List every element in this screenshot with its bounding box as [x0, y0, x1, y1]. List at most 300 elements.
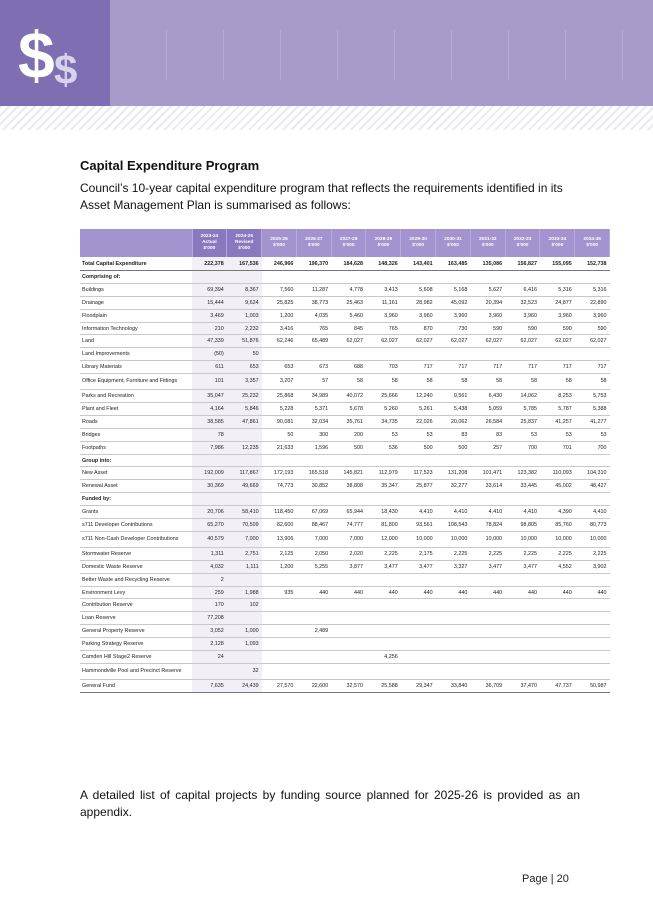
table-cell: 653	[262, 361, 297, 374]
table-cell: 49,669	[227, 480, 262, 493]
table-cell	[470, 612, 505, 625]
table-cell: 196,370	[296, 257, 331, 271]
column-header-year: 2032-33	[513, 237, 532, 242]
table-cell: 5,316	[575, 283, 610, 296]
table-cell: 30,852	[296, 480, 331, 493]
table-cell: 717	[470, 361, 505, 374]
table-group-row	[80, 271, 610, 284]
row-label: Parking Strategy Reserve	[80, 638, 192, 651]
table-cell: 4,035	[296, 309, 331, 322]
table-cell	[366, 625, 401, 638]
row-label: Loan Reserve	[80, 612, 192, 625]
table-cell	[436, 599, 471, 612]
table-cell: 10,000	[436, 531, 471, 547]
table-cell: 717	[505, 361, 540, 374]
table-cell: 590	[505, 322, 540, 335]
table-cell: 1,311	[192, 547, 227, 560]
table-cell: 688	[331, 361, 366, 374]
table-cell	[401, 625, 436, 638]
table-cell: 10,000	[470, 531, 505, 547]
table-cell: 20,706	[192, 506, 227, 519]
row-label: General Fund	[80, 679, 192, 692]
table-row	[80, 441, 610, 454]
table-cell: 62,027	[436, 335, 471, 348]
table-cell	[401, 612, 436, 625]
table-cell: 172,193	[262, 467, 297, 480]
table-total-row	[80, 257, 610, 271]
table-cell: 152,738	[575, 257, 610, 271]
table-cell: 34,989	[296, 390, 331, 403]
table-cell: 104,310	[575, 467, 610, 480]
row-label: Footpaths	[80, 441, 192, 454]
table-cell: 58	[540, 374, 575, 390]
table-cell	[192, 271, 227, 284]
table-cell: 2,225	[436, 547, 471, 560]
table-cell: 10,000	[401, 531, 436, 547]
table-cell: 7,635	[192, 679, 227, 692]
table-cell: 7,000	[331, 531, 366, 547]
table-cell: 703	[366, 361, 401, 374]
table-cell: 12,000	[366, 531, 401, 547]
table-cell: 47,861	[227, 415, 262, 428]
row-label: Floodplain	[80, 309, 192, 322]
table-cell	[540, 599, 575, 612]
table-cell: 78	[192, 428, 227, 441]
table-cell: 90,081	[262, 415, 297, 428]
table-cell	[436, 651, 471, 664]
table-cell: 32	[227, 663, 262, 679]
table-cell: (50)	[192, 348, 227, 361]
table-cell: 62,027	[470, 335, 505, 348]
table-cell: 36,709	[470, 679, 505, 692]
table-cell: 62,027	[331, 335, 366, 348]
table-row	[80, 348, 610, 361]
table-cell: 3,413	[366, 283, 401, 296]
column-header-unit: $'000	[377, 243, 390, 248]
table-cell: 3,416	[262, 322, 297, 335]
table-cell	[575, 651, 610, 664]
row-label: Hammondville Pool and Precinct Reserve	[80, 663, 192, 679]
table-row	[80, 519, 610, 532]
table-cell	[331, 663, 366, 679]
table-cell: 143,401	[401, 257, 436, 271]
logo-block	[0, 0, 110, 106]
column-header-unit: $'000	[412, 243, 425, 248]
table-cell	[505, 625, 540, 638]
table-cell	[540, 493, 575, 506]
table-cell: 50	[227, 348, 262, 361]
table-cell: 3,469	[192, 309, 227, 322]
table-cell: 870	[401, 322, 436, 335]
table-cell	[401, 493, 436, 506]
table-cell: 2,225	[505, 547, 540, 560]
table-cell	[262, 625, 297, 638]
table-cell	[262, 663, 297, 679]
table-cell: 88,467	[296, 519, 331, 532]
table-cell	[262, 271, 297, 284]
table-cell	[470, 638, 505, 651]
table-cell: 4,390	[540, 506, 575, 519]
table-cell: 730	[436, 322, 471, 335]
table-cell	[505, 454, 540, 467]
svg-text:$: $	[18, 18, 55, 92]
table-cell	[296, 573, 331, 586]
table-cell: 12,235	[227, 441, 262, 454]
table-cell: 29,347	[401, 679, 436, 692]
row-label: Group into:	[80, 454, 192, 467]
table-cell	[192, 663, 227, 679]
table-cell: 500	[331, 441, 366, 454]
table-cell	[436, 493, 471, 506]
table-cell: 102	[227, 599, 262, 612]
table-cell: 611	[192, 361, 227, 374]
table-cell	[262, 638, 297, 651]
table-cell: 1,200	[262, 309, 297, 322]
table-header-row	[80, 229, 610, 257]
table-cell: 701	[540, 441, 575, 454]
table-cell: 845	[331, 322, 366, 335]
table-cell: 117,867	[227, 467, 262, 480]
banner-stripe	[0, 106, 653, 130]
row-label: Better Waste and Recycling Reserve	[80, 573, 192, 586]
table-cell: 45,092	[436, 296, 471, 309]
table-cell: 4,410	[401, 506, 436, 519]
table-row	[80, 638, 610, 651]
table-cell	[262, 612, 297, 625]
table-cell: 717	[401, 361, 436, 374]
table-cell: 58	[470, 374, 505, 390]
table-cell: 5,753	[575, 390, 610, 403]
table-cell: 3,960	[436, 309, 471, 322]
table-cell: 6,416	[505, 283, 540, 296]
table-cell	[436, 573, 471, 586]
table-cell: 62,027	[401, 335, 436, 348]
table-cell: 257	[470, 441, 505, 454]
table-cell	[331, 573, 366, 586]
table-cell: 765	[296, 322, 331, 335]
table-cell	[540, 638, 575, 651]
column-header-year: 2034-35	[583, 237, 601, 242]
table-cell: 41,277	[575, 415, 610, 428]
table-cell	[436, 625, 471, 638]
table-cell: 3,327	[436, 560, 471, 573]
table-cell: 58	[575, 374, 610, 390]
column-header-unit: $'000	[551, 243, 564, 248]
table-cell: 22,026	[401, 415, 436, 428]
table-cell	[401, 573, 436, 586]
table-row	[80, 506, 610, 519]
table-group-row	[80, 493, 610, 506]
row-label: Domestic Waste Reserve	[80, 560, 192, 573]
table-cell: 10,000	[575, 531, 610, 547]
table-cell	[262, 573, 297, 586]
column-header-unit: $'000	[238, 246, 251, 251]
table-cell: 2,050	[296, 547, 331, 560]
table-cell	[331, 612, 366, 625]
table-cell: 78,824	[470, 519, 505, 532]
table-cell: 5,785	[505, 403, 540, 416]
table-cell	[366, 348, 401, 361]
table-cell: 24	[192, 651, 227, 664]
table-cell: 25,868	[262, 390, 297, 403]
table-cell	[540, 625, 575, 638]
table-cell: 53	[401, 428, 436, 441]
table-cell: 3,477	[366, 560, 401, 573]
table-cell	[366, 271, 401, 284]
table-cell: 210	[192, 322, 227, 335]
table-cell: 440	[296, 586, 331, 599]
row-label: Renewal Asset	[80, 480, 192, 493]
table-cell: 65,944	[331, 506, 366, 519]
table-cell: 53	[575, 428, 610, 441]
table-cell	[296, 663, 331, 679]
table-cell: 38,773	[296, 296, 331, 309]
table-cell	[575, 612, 610, 625]
capital-expenditure-table	[80, 229, 610, 693]
table-cell: 62,027	[505, 335, 540, 348]
column-header	[296, 229, 331, 257]
table-cell	[262, 651, 297, 664]
table-cell	[575, 625, 610, 638]
table-cell: 2,020	[331, 547, 366, 560]
table-row	[80, 296, 610, 309]
table-cell	[296, 454, 331, 467]
table-cell: 4,552	[540, 560, 575, 573]
table-cell: 4,410	[470, 506, 505, 519]
column-header	[401, 229, 436, 257]
table-cell	[331, 348, 366, 361]
column-header-unit: $'000	[516, 243, 529, 248]
table-cell: 3,207	[262, 374, 297, 390]
row-label: Comprising of:	[80, 271, 192, 284]
outro-paragraph: A detailed list of capital projects by funding source planned for 2025-26 is provided as an appendix.	[80, 788, 580, 819]
table-cell	[505, 271, 540, 284]
table-row	[80, 625, 610, 638]
table-cell: 148,326	[366, 257, 401, 271]
table-cell: 1,000	[227, 625, 262, 638]
column-header-year: 2029-30	[409, 237, 427, 242]
table-cell	[296, 651, 331, 664]
table-cell: 2,175	[401, 547, 436, 560]
table-cell: 135,086	[470, 257, 505, 271]
table-cell: 20,394	[470, 296, 505, 309]
table-cell: 48,427	[575, 480, 610, 493]
table-row	[80, 586, 610, 599]
column-header-year: 2033-34	[548, 237, 567, 242]
table-cell: 5,388	[575, 403, 610, 416]
table-row	[80, 480, 610, 493]
column-header-sub: Actual	[202, 240, 217, 245]
row-label: Funded by:	[80, 493, 192, 506]
table-cell	[505, 663, 540, 679]
column-header	[366, 229, 401, 257]
table-row	[80, 547, 610, 560]
table-cell: 2,125	[262, 547, 297, 560]
column-header-unit: $'000	[307, 243, 320, 248]
table-cell: 7,560	[262, 283, 297, 296]
table-row	[80, 679, 610, 692]
table-cell	[227, 651, 262, 664]
table-cell: 300	[296, 428, 331, 441]
column-header-year: 2028-29	[374, 237, 393, 242]
table-cell: 156,827	[505, 257, 540, 271]
table-row	[80, 599, 610, 612]
table-cell: 5,846	[227, 403, 262, 416]
table-cell	[401, 348, 436, 361]
table-cell	[575, 348, 610, 361]
table-cell: 26,584	[470, 415, 505, 428]
table-cell: 717	[575, 361, 610, 374]
table-row	[80, 663, 610, 679]
table-cell: 11,161	[366, 296, 401, 309]
table-cell	[575, 573, 610, 586]
table-cell	[296, 271, 331, 284]
table-cell: 82,600	[262, 519, 297, 532]
table-cell: 47,737	[540, 679, 575, 692]
table-cell: 4,164	[192, 403, 227, 416]
table-cell: 98,805	[505, 519, 540, 532]
table-cell	[436, 663, 471, 679]
row-label: Camden Hill Stage2 Reserve	[80, 651, 192, 664]
table-cell: 50	[262, 428, 297, 441]
table-cell: 2,128	[192, 638, 227, 651]
table-cell: 5,438	[436, 403, 471, 416]
table-cell: 9,624	[227, 296, 262, 309]
table-group-row	[80, 454, 610, 467]
table-cell: 4,410	[575, 506, 610, 519]
header-cell-blank	[80, 229, 192, 257]
table-cell	[575, 638, 610, 651]
table-cell: 155,095	[540, 257, 575, 271]
table-cell: 6,430	[470, 390, 505, 403]
table-cell: 5,371	[296, 403, 331, 416]
column-header	[262, 229, 297, 257]
table-row	[80, 428, 610, 441]
table-cell: 45,002	[540, 480, 575, 493]
row-label: Bridges	[80, 428, 192, 441]
table-cell: 50,987	[575, 679, 610, 692]
table-cell	[227, 271, 262, 284]
table-cell: 3,477	[470, 560, 505, 573]
table-cell	[540, 271, 575, 284]
table-cell: 3,960	[401, 309, 436, 322]
table-cell	[331, 493, 366, 506]
column-header	[436, 229, 471, 257]
table-cell: 70,509	[227, 519, 262, 532]
table-cell: 3,357	[227, 374, 262, 390]
table-cell: 440	[540, 586, 575, 599]
table-cell: 2,225	[470, 547, 505, 560]
table-cell: 25,232	[227, 390, 262, 403]
table-row	[80, 573, 610, 586]
table-cell	[540, 612, 575, 625]
table-cell: 590	[575, 322, 610, 335]
table-cell: 69,394	[192, 283, 227, 296]
table-cell	[436, 271, 471, 284]
column-header-year: 2031-32	[478, 237, 497, 242]
table-cell: 4,778	[331, 283, 366, 296]
column-header-year: 2023-24	[200, 234, 219, 239]
table-cell	[575, 493, 610, 506]
table-row	[80, 283, 610, 296]
table-cell: 10,000	[505, 531, 540, 547]
row-label: Land Improvements	[80, 348, 192, 361]
table-cell	[227, 428, 262, 441]
row-label: Library Materials	[80, 361, 192, 374]
dollar-sign-icon	[14, 14, 94, 94]
table-cell: 9,561	[436, 390, 471, 403]
table-cell	[470, 625, 505, 638]
row-label: General Property Reserve	[80, 625, 192, 638]
table-cell: 25,588	[366, 679, 401, 692]
table-cell: 1,988	[227, 586, 262, 599]
table-row	[80, 651, 610, 664]
table-cell: 77,208	[192, 612, 227, 625]
table-cell: 590	[470, 322, 505, 335]
table-cell	[296, 638, 331, 651]
table-cell: 32,570	[331, 679, 366, 692]
table-cell: 2,751	[227, 547, 262, 560]
table-cell: 500	[401, 441, 436, 454]
table-row	[80, 612, 610, 625]
table-cell	[401, 599, 436, 612]
table-cell: 101	[192, 374, 227, 390]
table-cell	[505, 493, 540, 506]
table-cell: 83	[436, 428, 471, 441]
table-cell	[401, 663, 436, 679]
table-cell	[575, 271, 610, 284]
table-cell	[470, 599, 505, 612]
table-cell: 192,009	[192, 467, 227, 480]
row-label: Stormwater Reserve	[80, 547, 192, 560]
row-label: Drainage	[80, 296, 192, 309]
table-cell: 5,316	[540, 283, 575, 296]
table-cell	[436, 638, 471, 651]
table-cell: 765	[366, 322, 401, 335]
row-label: Environment Levy	[80, 586, 192, 599]
table-cell	[366, 663, 401, 679]
column-header-unit: $'000	[447, 243, 459, 248]
table-cell	[331, 271, 366, 284]
table-cell: 123,382	[505, 467, 540, 480]
table-cell: 717	[436, 361, 471, 374]
row-label: Buildings	[80, 283, 192, 296]
column-header-unit: $'000	[586, 243, 599, 248]
page-number: Page | 20	[522, 873, 569, 885]
table-cell: 440	[505, 586, 540, 599]
table-cell: 4,410	[505, 506, 540, 519]
table-cell: 58	[366, 374, 401, 390]
table-cell: 7,000	[296, 531, 331, 547]
row-label: Office Equipment, Furniture and Fittings	[80, 374, 192, 390]
table-cell: 33,840	[436, 679, 471, 692]
table-cell: 37,470	[505, 679, 540, 692]
svg-text:$: $	[54, 46, 78, 93]
table-cell	[540, 454, 575, 467]
table-cell	[505, 651, 540, 664]
table-cell	[470, 663, 505, 679]
table-row	[80, 335, 610, 348]
table-cell: 40,072	[331, 390, 366, 403]
table-cell: 62,027	[540, 335, 575, 348]
table-row	[80, 322, 610, 335]
table-cell: 653	[227, 361, 262, 374]
table-cell	[366, 638, 401, 651]
table-cell: 12,240	[401, 390, 436, 403]
row-label: Contribution Reserve	[80, 599, 192, 612]
table-cell: 11,287	[296, 283, 331, 296]
table-cell	[575, 663, 610, 679]
